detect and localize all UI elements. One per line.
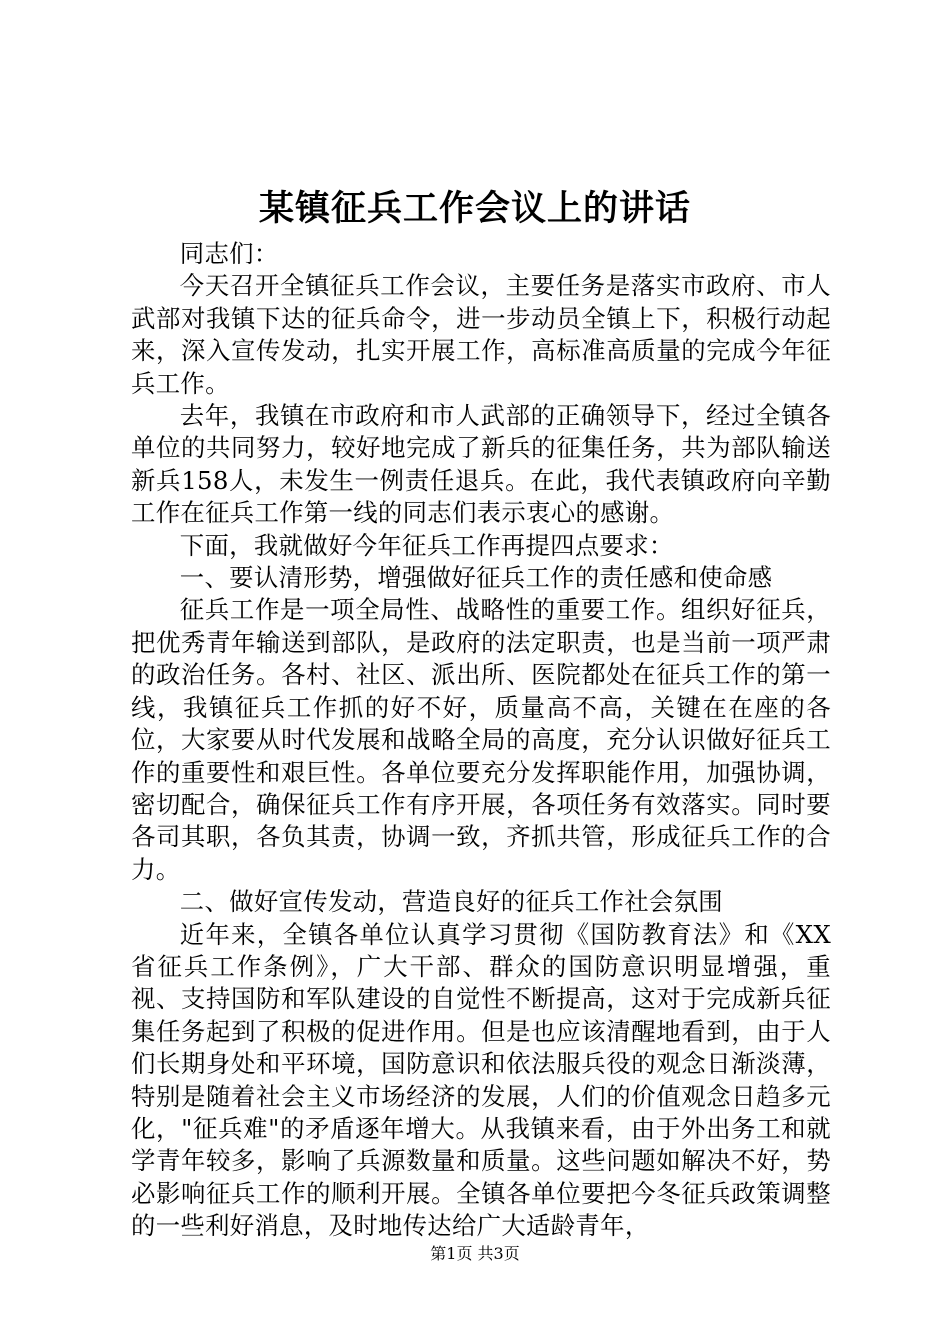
body-paragraph: 征兵工作是一项全局性、战略性的重要工作。组织好征兵，把优秀青年输送到部队，是政府的法定职责，也是当前一项严肃的政治任务。各村、社区、派出所、医院都处在征兵工作的第一线，我镇征兵工作抓的好不好，质量高不高，关键在在座的各位，大家要从时代发展和战略全局的高度，充分认识做好征兵工作的重要性和艰巨性。各单位要充分发挥职能作用，加强协调，密切配合，确保征兵工作有序开展，各项任务有效落实。同时要各司其职，各负其责，协调一致，齐抓共管，形成征兵工作的合力。 [131,595,831,884]
section-heading: 一、要认清形势，增强做好征兵工作的责任感和使命感 [179,563,773,593]
body-paragraph: 去年，我镇在市政府和市人武部的正确领导下，经过全镇各单位的共同努力，较好地完成了新兵的征集任务，共为部队输送新兵158人，未发生一例责任退兵。在此，我代表镇政府向辛勤工作在征兵工作第一线的同志们表示衷心的感谢。 [131,401,831,528]
body-paragraph: 今天召开全镇征兵工作会议，主要任务是落实市政府、市人武部对我镇下达的征兵命令，进一步动员全镇上下，积极行动起来，深入宣传发动，扎实开展工作，高标准高质量的完成今年征兵工作。 [131,271,831,398]
section-heading: 二、做好宣传发动，营造良好的征兵工作社会氛围 [179,887,723,917]
page-number-footer: 第1页 共3页 [430,1244,520,1263]
salutation-paragraph: 同志们： [179,239,279,268]
document-title: 某镇征兵工作会议上的讲话 [258,188,691,229]
body-paragraph: 下面，我就做好今年征兵工作再提四点要求： [179,530,674,560]
body-paragraph: 近年来，全镇各单位认真学习贯彻《国防教育法》和《XX省征兵工作条例》，广大干部、群众的国防意识明显增强，重视、支持国防和军队建设的自觉性不断提高，这对于完成新兵征集任务起到了积极的促进作用。但是也应该清醒地看到，由于人们长期身处和平环境，国防意识和依法服兵役的观念日渐淡薄，特别是随着社会主义市场经济的发展，人们的价值观念日趋多元化，"征兵难"的矛盾逐年增大。从我镇来看，由于外出务工和就学青年较多，影响了兵源数量和质量。这些问题如解决不好，势必影响征兵工作的顺利开展。全镇各单位要把今冬征兵政策调整的一些利好消息，及时地传达给广大适龄青年， [131,919,831,1241]
document-body [131,238,831,1243]
